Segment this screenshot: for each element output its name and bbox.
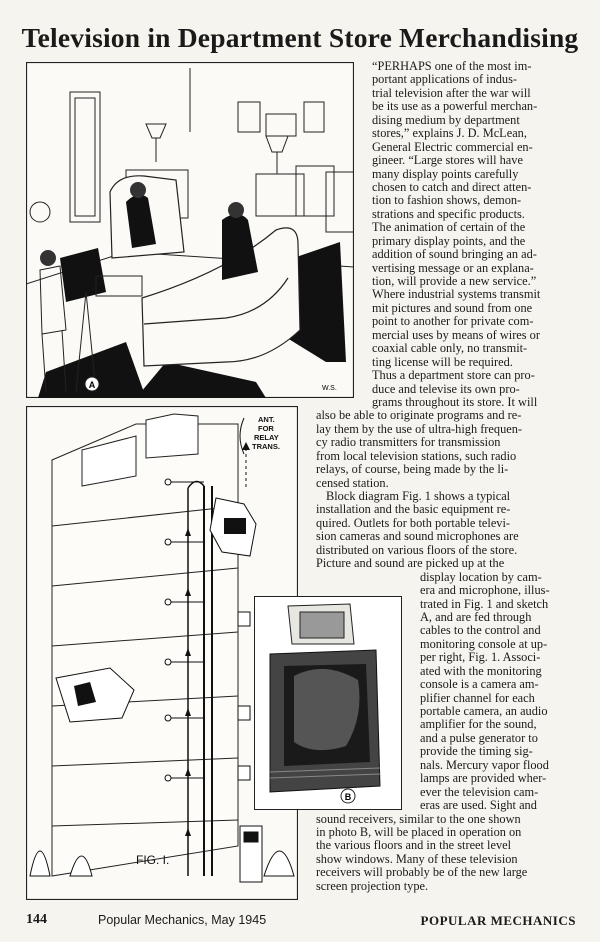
body-line: Block diagram Fig. 1 shows a typical [326, 490, 511, 503]
body-line: grams throughout its store. It will [372, 395, 538, 409]
body-line: coaxial cable only, no transmit- [372, 342, 528, 356]
source-caption: Popular Mechanics, May 1945 [98, 913, 267, 927]
body-line: era and microphone, illus- [420, 584, 550, 598]
body-line: per right, Fig. 1. Associ- [420, 651, 541, 665]
body-line: portable camera, an audio [420, 705, 548, 718]
body-line: censed station. [316, 476, 389, 490]
body-line: point to another for private com- [372, 315, 534, 329]
fig1-label: FIG. I. [136, 853, 170, 867]
body-line: stores,” explains J. D. McLean, [372, 127, 527, 141]
body-line: sound receivers, similar to the one shown [316, 812, 521, 826]
body-line: lay them by the use of ultra-high frequen- [316, 422, 523, 436]
body-line: quired. Outlets for both portable televi- [316, 516, 511, 530]
magazine-name: POPULAR MECHANICS [420, 913, 576, 928]
body-line: the various floors and in the street level [316, 839, 512, 853]
page-number: 144 [26, 912, 47, 927]
body-line: show windows. Many of these television [316, 852, 518, 866]
body-line: addition of sound bringing an ad- [372, 248, 537, 262]
body-line: lamps are provided wher- [420, 772, 547, 786]
body-line: be its use as a powerful merchan- [372, 100, 538, 114]
body-line: distributed on various floors of the store. [316, 543, 518, 557]
body-line: gineer. “Large stores will have [372, 154, 523, 168]
body-line: strations and specific products. [372, 207, 525, 221]
body-line: monitoring console at up- [420, 637, 548, 651]
body-line: screen projection type. [316, 879, 429, 893]
article-body [316, 60, 582, 893]
body-line: also be able to originate programs and re- [316, 409, 522, 423]
body-line: portant applications of indus- [372, 73, 518, 87]
antenna-label-line1: ANT. [258, 415, 275, 424]
body-line: console is a camera am- [420, 678, 539, 692]
body-line: “PERHAPS one of the most im- [372, 60, 532, 73]
body-line: duce and televise its own pro- [372, 382, 520, 396]
body-line: amplifier for the sound, [420, 718, 537, 732]
body-line: Where industrial systems transmit [372, 288, 541, 302]
body-line: eras are used. Sight and [420, 799, 537, 813]
antenna-label-line3: RELAY [254, 433, 279, 442]
page-title: Television in Department Store Merchandising [21, 22, 579, 53]
illustration-a-signature: W.S. [322, 385, 337, 392]
body-line: Thus a department store can pro- [372, 369, 535, 383]
body-line: receivers will probably be of the new large [316, 866, 528, 880]
body-line: dising medium by department [372, 113, 520, 127]
body-line: ated with the monitoring [420, 664, 542, 678]
photo-b-label: B [344, 792, 352, 802]
antenna-label-line4: TRANS. [252, 442, 280, 451]
body-line: display location by cam- [420, 570, 542, 584]
illustration-a-living-room [26, 62, 354, 398]
body-line: ever the television cam- [420, 785, 539, 799]
body-line: and a pulse generator to [420, 731, 538, 745]
body-line: relays, of course, being made by the li- [316, 463, 509, 477]
body-line: trated in Fig. 1 and sketch [420, 597, 549, 611]
body-line: tion to fashion shows, demon- [372, 194, 522, 208]
body-line: tion, will provide a new service.” [372, 275, 537, 288]
body-line: in photo B, will be placed in operation on [316, 825, 522, 839]
body-line: sion cameras and sound microphones are [316, 530, 519, 544]
body-line: mit pictures and sound from one [372, 301, 533, 315]
body-line: primary display points, and the [372, 234, 526, 248]
body-line: trial television after the war will [372, 86, 531, 100]
body-line: many display points carefully [372, 167, 519, 181]
body-line: nals. Mercury vapor flood [420, 758, 549, 772]
body-line: General Electric commercial en- [372, 140, 533, 154]
body-line: chosen to catch and direct atten- [372, 180, 532, 194]
body-line: A, and are fed through [420, 610, 532, 624]
body-line: provide the timing sig- [420, 745, 533, 759]
body-line: Picture and sound are picked up at the [316, 557, 505, 571]
body-line: installation and the basic equipment re- [316, 503, 511, 517]
body-line: cy radio transmitters for transmission [316, 436, 501, 450]
body-line: vertising message or an explana- [372, 261, 534, 275]
body-line: plifier channel for each [420, 691, 535, 705]
antenna-label-line2: FOR [258, 424, 274, 433]
illustration-a-label: A [88, 380, 96, 390]
body-line: cables to the control and [420, 624, 541, 638]
body-line: The animation of certain of the [372, 221, 526, 235]
body-line: from local television stations, such radio [316, 449, 517, 463]
body-line: mercial uses by means of wires or [372, 328, 540, 342]
body-line: ting license will be required. [372, 355, 513, 369]
